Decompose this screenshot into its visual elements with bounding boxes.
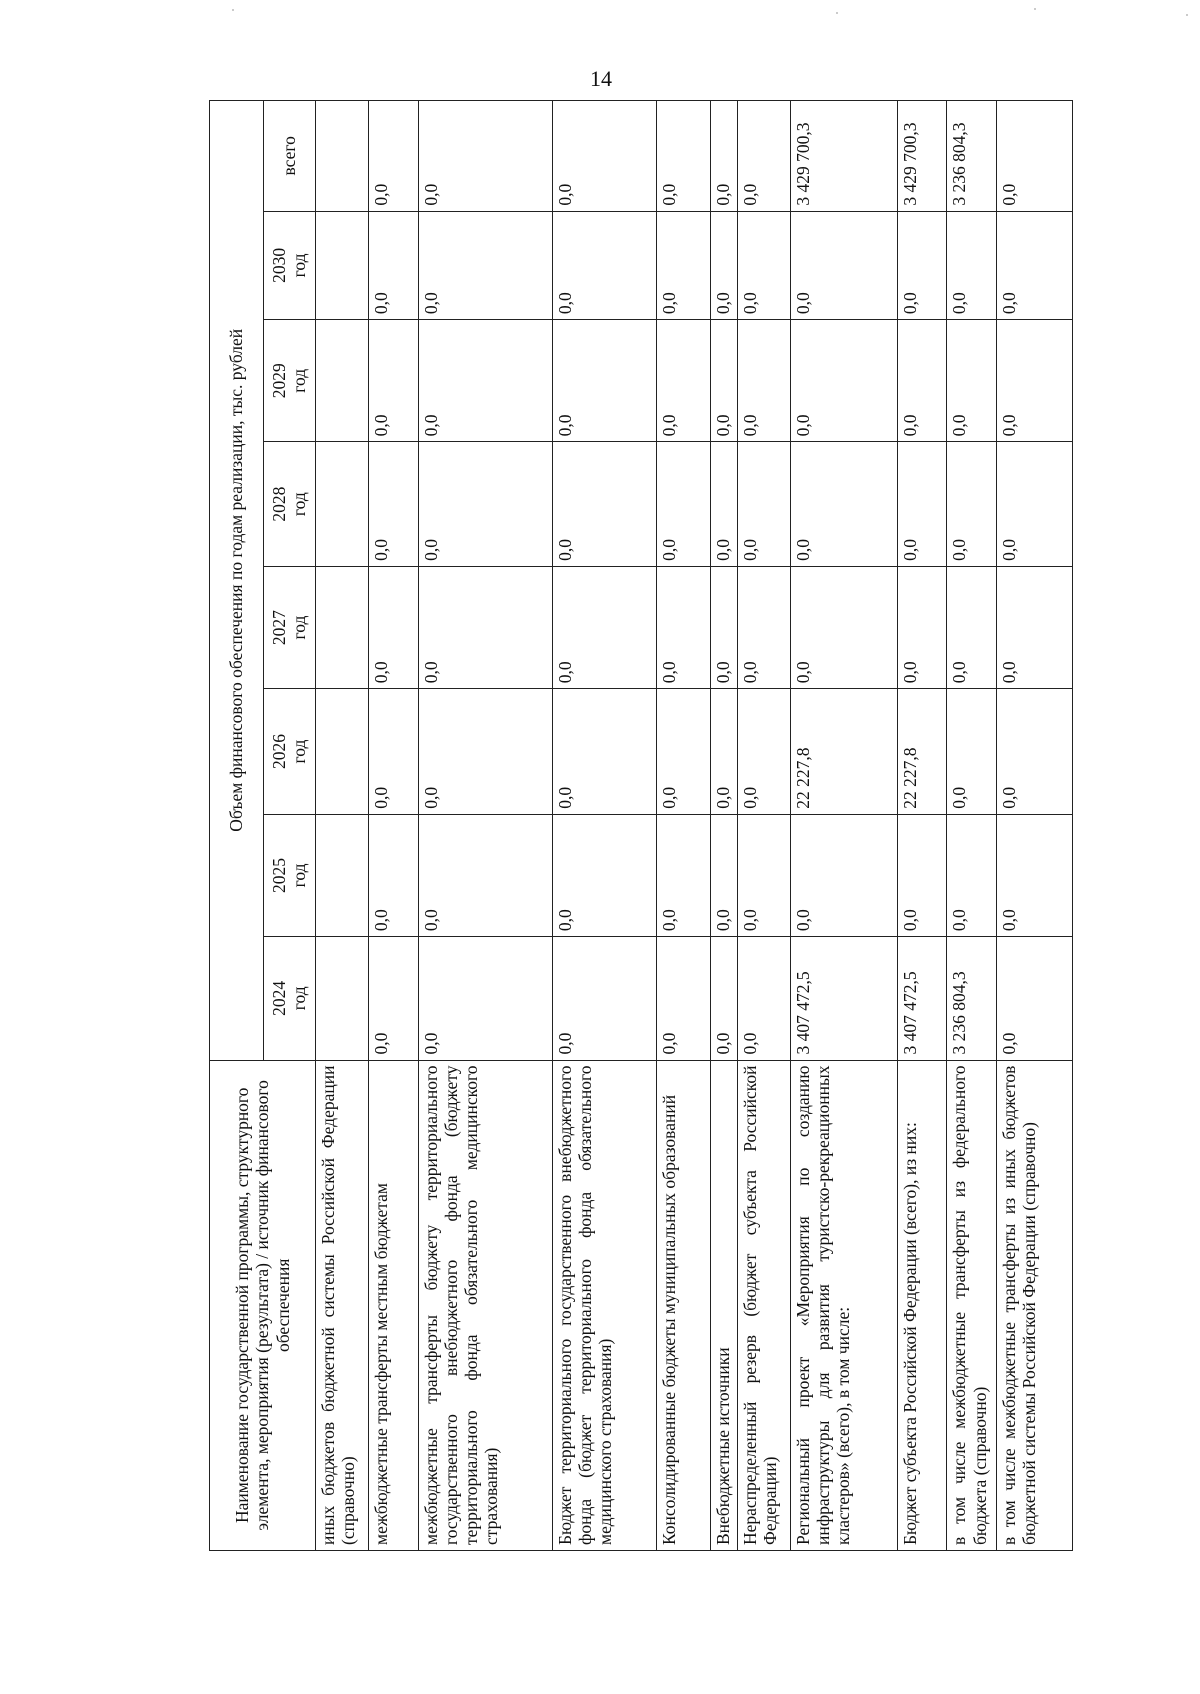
table-body — [316, 101, 1073, 1551]
row-label: межбюджетные трансферты местным бюджетам — [369, 1060, 418, 1550]
row-value: 0,0 — [552, 814, 657, 936]
row-value: 0,0 — [418, 320, 552, 442]
row-value: 0,0 — [418, 566, 552, 688]
row-value: 0,0 — [898, 320, 947, 442]
row-value: 0,0 — [737, 442, 790, 566]
header-row-top — [210, 101, 264, 1551]
row-value: 0,0 — [369, 442, 418, 566]
header-year-2025: 2025 год — [264, 814, 316, 936]
table-row — [791, 101, 898, 1551]
table-row — [947, 101, 996, 1551]
row-value: 3 407 472,5 — [898, 937, 947, 1060]
table-row — [898, 101, 947, 1551]
row-value: 0,0 — [996, 442, 1072, 566]
row-value: 0,0 — [552, 689, 657, 815]
row-value: 3 429 700,3 — [898, 101, 947, 212]
row-value: 0,0 — [710, 814, 737, 936]
table-row — [369, 101, 418, 1551]
row-value: 0,0 — [369, 320, 418, 442]
row-value — [316, 320, 369, 442]
table-row — [710, 101, 737, 1551]
row-value — [316, 442, 369, 566]
row-value: 0,0 — [791, 442, 898, 566]
table-row — [737, 101, 790, 1551]
row-value — [316, 101, 369, 212]
row-value: 0,0 — [737, 211, 790, 319]
row-value — [316, 211, 369, 319]
row-value: 0,0 — [552, 101, 657, 212]
row-value: 0,0 — [657, 211, 710, 319]
table-row — [316, 101, 369, 1551]
row-value: 3 236 804,3 — [947, 101, 996, 212]
table-row — [552, 101, 657, 1551]
row-value: 0,0 — [737, 566, 790, 688]
row-value: 0,0 — [552, 320, 657, 442]
row-value: 22 227,8 — [898, 689, 947, 815]
row-value: 0,0 — [996, 101, 1072, 212]
row-value: 0,0 — [710, 566, 737, 688]
scan-speck — [836, 12, 838, 14]
row-value: 0,0 — [898, 442, 947, 566]
row-value: 0,0 — [657, 566, 710, 688]
header-name-column: Наименование государственной программы, структурного элемента, мероприятия (результата) / источник финансового обеспечения — [210, 1060, 316, 1550]
row-value: 0,0 — [898, 211, 947, 319]
row-label: иных бюджетов бюджетной системы Российской Федерации (справочно) — [316, 1060, 369, 1550]
row-value: 0,0 — [947, 566, 996, 688]
row-value: 0,0 — [947, 320, 996, 442]
row-value: 0,0 — [996, 689, 1072, 815]
row-label: в том числе межбюджетные трансферты из иных бюджетов бюджетной системы Российской Федерации (справочно) — [996, 1060, 1072, 1550]
scan-speck — [1034, 8, 1036, 10]
row-label: Региональный проект «Мероприятия по созданию инфраструктуры для развития туристско-рекреационных кластеров» (всего), в том числе: — [791, 1060, 898, 1550]
row-value — [316, 937, 369, 1060]
row-value — [316, 814, 369, 936]
row-value: 3 429 700,3 — [791, 101, 898, 212]
financing-table — [209, 100, 1073, 1551]
rotated-table-container — [209, 100, 1073, 1551]
row-value: 0,0 — [737, 101, 790, 212]
row-value: 0,0 — [657, 937, 710, 1060]
table-row — [418, 101, 552, 1551]
scan-speck — [1186, 14, 1188, 16]
row-value: 0,0 — [710, 101, 737, 212]
header-year-2026: 2026 год — [264, 689, 316, 815]
row-value: 0,0 — [418, 814, 552, 936]
row-value: 0,0 — [657, 442, 710, 566]
row-value: 0,0 — [657, 814, 710, 936]
row-value: 0,0 — [369, 814, 418, 936]
row-value: 0,0 — [369, 101, 418, 212]
row-value: 3 236 804,3 — [947, 937, 996, 1060]
row-value: 0,0 — [996, 320, 1072, 442]
header-year-2029: 2029 год — [264, 320, 316, 442]
row-value: 0,0 — [737, 814, 790, 936]
row-label: Нераспределенный резерв (бюджет субъекта Российской Федерации) — [737, 1060, 790, 1550]
row-value: 0,0 — [947, 689, 996, 815]
row-value: 0,0 — [947, 211, 996, 319]
row-value: 0,0 — [710, 689, 737, 815]
header-year-2024: 2024 год — [264, 937, 316, 1060]
row-value: 0,0 — [657, 320, 710, 442]
row-value: 0,0 — [791, 566, 898, 688]
row-value: 0,0 — [369, 211, 418, 319]
row-label: межбюджетные трансферты бюджету территориального государственного внебюджетного фонда (бюджету территориального фонда обязательного медицинского страхования) — [418, 1060, 552, 1550]
header-total: всего — [264, 101, 316, 212]
header-year-2027: 2027 год — [264, 566, 316, 688]
row-label: Внебюджетные источники — [710, 1060, 737, 1550]
page-number: 14 — [590, 66, 612, 91]
row-value: 0,0 — [418, 689, 552, 815]
table-row — [996, 101, 1072, 1551]
row-value: 0,0 — [737, 937, 790, 1060]
row-value: 0,0 — [418, 937, 552, 1060]
row-value: 0,0 — [369, 566, 418, 688]
row-label: Бюджет территориального государственного внебюджетного фонда (бюджет территориального фонда обязательного медицинского страхования) — [552, 1060, 657, 1550]
row-value — [316, 689, 369, 815]
row-value: 0,0 — [898, 566, 947, 688]
row-value: 0,0 — [710, 211, 737, 319]
row-value: 0,0 — [418, 211, 552, 319]
row-value: 0,0 — [947, 814, 996, 936]
row-value: 0,0 — [552, 566, 657, 688]
row-value: 0,0 — [710, 442, 737, 566]
row-value: 0,0 — [996, 937, 1072, 1060]
row-value: 0,0 — [996, 814, 1072, 936]
row-value: 0,0 — [552, 211, 657, 319]
header-year-2030: 2030 год — [264, 211, 316, 319]
row-value: 0,0 — [552, 442, 657, 566]
row-value: 0,0 — [657, 689, 710, 815]
row-value: 0,0 — [737, 689, 790, 815]
row-value: 0,0 — [657, 101, 710, 212]
row-value: 0,0 — [369, 937, 418, 1060]
row-value: 0,0 — [737, 320, 790, 442]
row-value: 0,0 — [552, 937, 657, 1060]
row-value — [316, 566, 369, 688]
header-year-2028: 2028 год — [264, 442, 316, 566]
row-value: 0,0 — [996, 211, 1072, 319]
row-value: 0,0 — [710, 937, 737, 1060]
row-value: 22 227,8 — [791, 689, 898, 815]
row-value: 3 407 472,5 — [791, 937, 898, 1060]
row-label: в том числе межбюджетные трансферты из федерального бюджета (справочно) — [947, 1060, 996, 1550]
row-value: 0,0 — [710, 320, 737, 442]
row-value: 0,0 — [947, 442, 996, 566]
row-value: 0,0 — [418, 101, 552, 212]
row-value: 0,0 — [791, 320, 898, 442]
header-volume-group: Объем финансового обеспечения по годам реализации, тыс. рублей — [210, 101, 264, 1061]
row-label: Бюджет субъекта Российской Федерации (всего), из них: — [898, 1060, 947, 1550]
row-label: Консолидированные бюджеты муниципальных образований — [657, 1060, 710, 1550]
row-value: 0,0 — [898, 814, 947, 936]
row-value: 0,0 — [369, 689, 418, 815]
row-value: 0,0 — [791, 211, 898, 319]
row-value: 0,0 — [996, 566, 1072, 688]
row-value: 0,0 — [418, 442, 552, 566]
scan-speck — [232, 9, 234, 11]
table-row — [657, 101, 710, 1551]
row-value: 0,0 — [791, 814, 898, 936]
